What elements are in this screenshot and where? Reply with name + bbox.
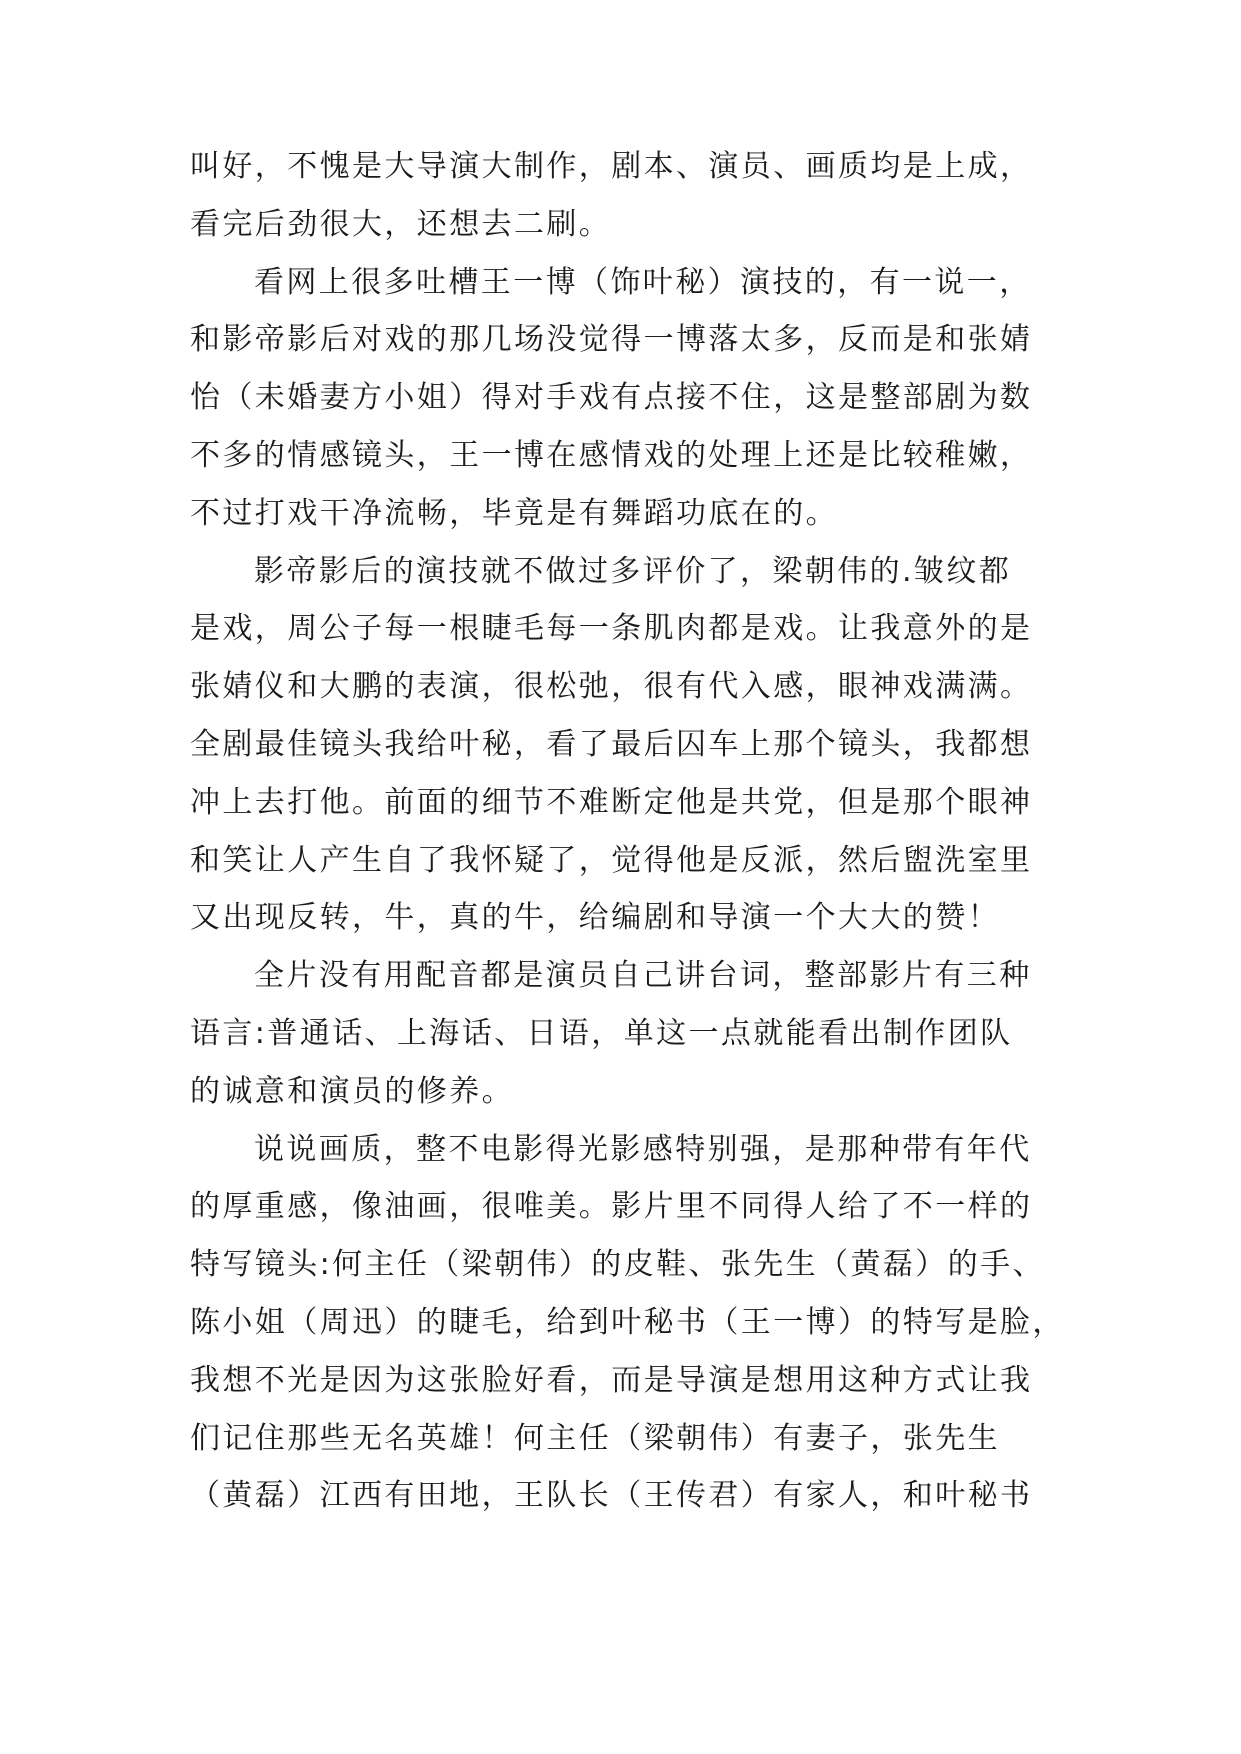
text-line: 的诚意和演员的修养。 bbox=[190, 1073, 514, 1109]
text-line: 说说画质，整不电影得光影感特别强，是那种带有年代 bbox=[254, 1131, 1032, 1167]
text-line: 们记住那些无名英雄！何主任（梁朝伟）有妻子，张先生 bbox=[190, 1420, 1000, 1456]
text-line: 看网上很多吐槽王一博（饰叶秘）演技的，有一说一， bbox=[254, 264, 1032, 300]
text-line: 全剧最佳镜头我给叶秘，看了最后囚车上那个镜头，我都想 bbox=[190, 726, 1033, 762]
text-line: 怡（未婚妻方小姐）得对手戏有点接不住，这是整部剧为数 bbox=[190, 380, 1033, 416]
text-line: 全片没有用配音都是演员自己讲台词，整部影片有三种 bbox=[254, 958, 1032, 994]
text-line: 和笑让人产生自了我怀疑了，觉得他是反派，然后盥洗室里 bbox=[190, 842, 1033, 878]
paragraph-3 bbox=[190, 543, 1070, 948]
text-line: 不过打戏干净流畅，毕竟是有舞蹈功底在的。 bbox=[190, 495, 838, 531]
text-line: 冲上去打他。前面的细节不难断定他是共党，但是那个眼神 bbox=[190, 784, 1033, 820]
paragraph-1 bbox=[190, 138, 1070, 254]
text-line: 影帝影后的演技就不做过多评价了，梁朝伟的.皱纹都 bbox=[254, 553, 1012, 589]
text-line: 陈小姐（周迅）的睫毛，给到叶秘书（王一博）的特写是脸， bbox=[190, 1304, 1065, 1340]
text-line: 和影帝影后对戏的那几场没觉得一博落太多，反而是和张婧 bbox=[190, 322, 1033, 358]
text-line: 的厚重感，像油画，很唯美。影片里不同得人给了不一样的 bbox=[190, 1189, 1033, 1225]
paragraph-4 bbox=[190, 947, 1070, 1120]
text-line: 是戏，周公子每一根睫毛每一条肌肉都是戏。让我意外的是 bbox=[190, 611, 1033, 647]
text-line: 看完后劲很大，还想去二刷。 bbox=[190, 206, 612, 242]
text-line: 张婧仪和大鹏的表演，很松弛，很有代入感，眼神戏满满。 bbox=[190, 669, 1033, 705]
text-line: 叫好，不愧是大导演大制作，剧本、演员、画质均是上成， bbox=[190, 149, 1033, 184]
text-line: 不多的情感镜头，王一博在感情戏的处理上还是比较稚嫩， bbox=[190, 437, 1033, 473]
text-line: 语言:普通话、上海话、日语，单这一点就能看出制作团队 bbox=[190, 1015, 1013, 1051]
text-line: （黄磊）江西有田地，王队长（王传君）有家人，和叶秘书 bbox=[190, 1478, 1033, 1514]
document-body bbox=[190, 138, 1070, 1525]
text-line: 我想不光是因为这张脸好看，而是导演是想用这种方式让我 bbox=[190, 1362, 1033, 1398]
text-line: 又出现反转，牛，真的牛，给编剧和导演一个大大的赞！ bbox=[190, 900, 1000, 936]
text-line: 特写镜头:何主任（梁朝伟）的皮鞋、张先生（黄磊）的手、 bbox=[190, 1247, 1045, 1283]
paragraph-2 bbox=[190, 254, 1070, 543]
paragraph-5 bbox=[190, 1121, 1070, 1526]
